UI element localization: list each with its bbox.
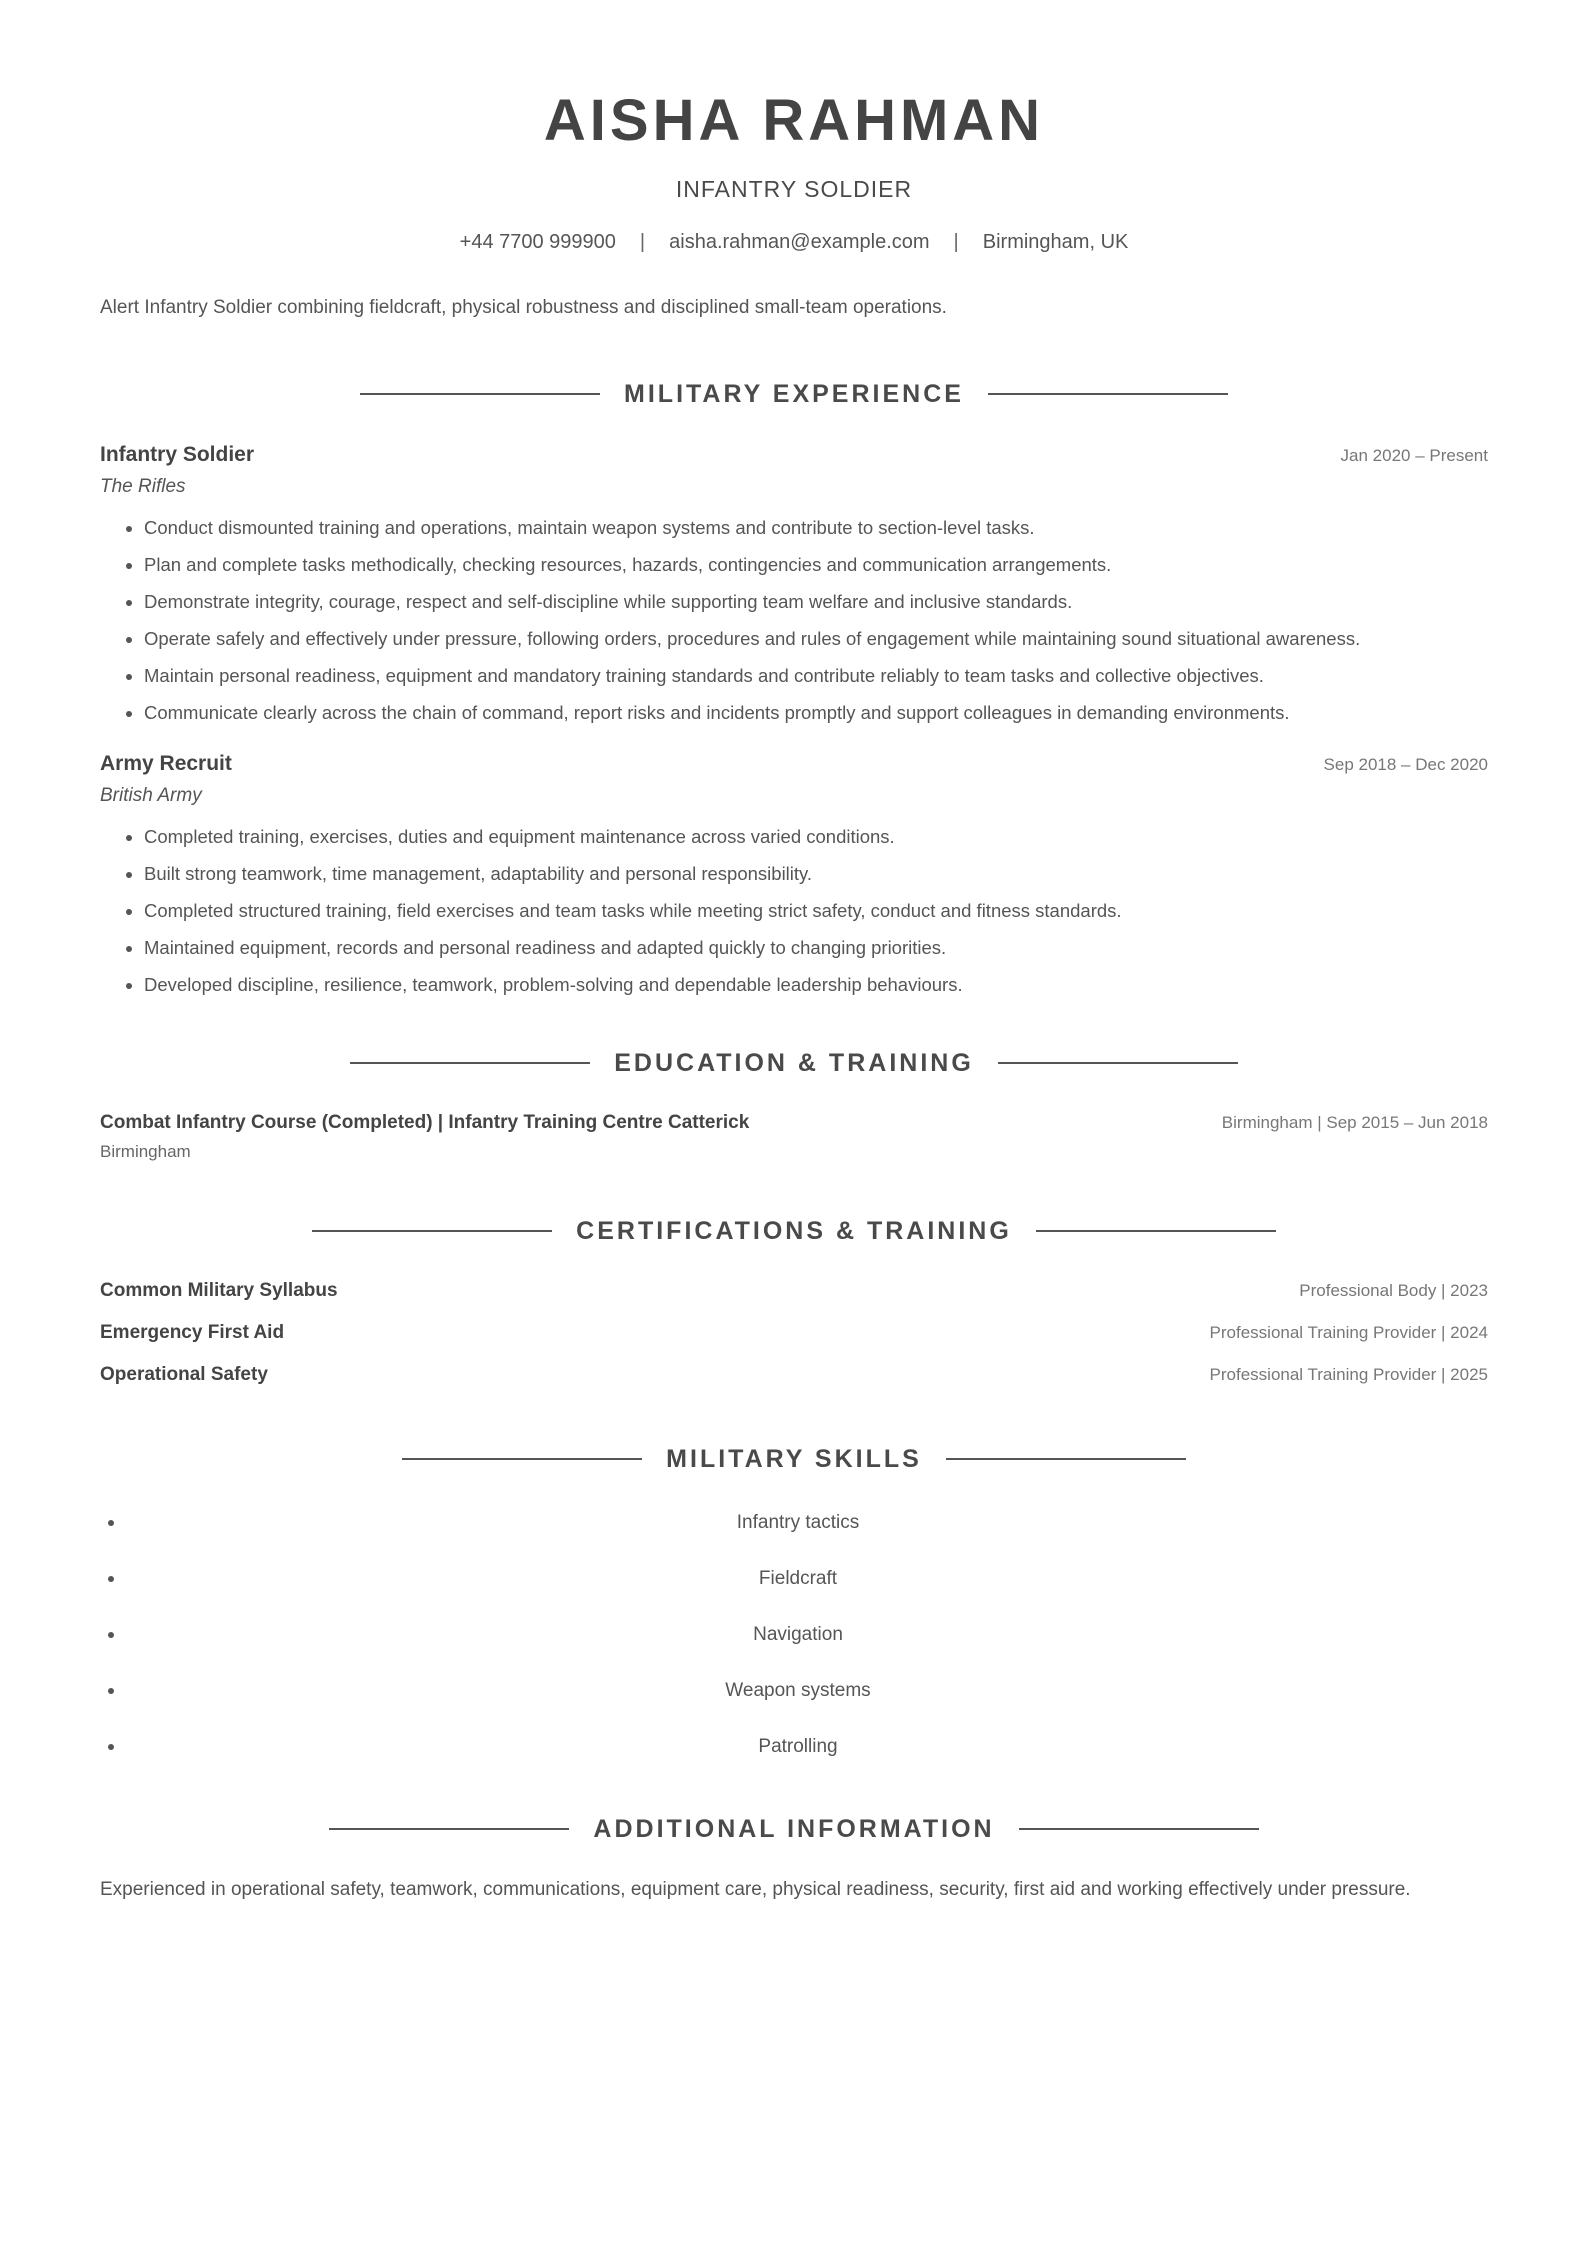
- education-title: Combat Infantry Course (Completed) | Infantry Training Centre Catterick: [100, 1112, 750, 1133]
- skill-item: [108, 1505, 1488, 1561]
- certification-item: [100, 1277, 1488, 1319]
- job-date: Jan 2020 – Present: [1340, 446, 1488, 465]
- heading-rule-left: [402, 1458, 642, 1460]
- certification-meta: Professional Training Provider | 2024: [1209, 1323, 1488, 1342]
- skill-label: Navigation: [753, 1624, 843, 1645]
- contact-separator: |: [639, 231, 646, 253]
- certification-name: Common Military Syllabus: [100, 1280, 338, 1301]
- certification-meta: Professional Body | 2023: [1299, 1281, 1488, 1300]
- contact-phone: +44 7700 999900: [459, 231, 616, 253]
- certification-name: Operational Safety: [100, 1364, 268, 1385]
- heading-rule-right: [946, 1458, 1186, 1460]
- skill-item: [108, 1673, 1488, 1729]
- skill-label: Infantry tactics: [736, 1512, 860, 1533]
- job-bullet: • Demonstrate integrity, courage, respect and self-discipline while supporting team welfare and inclusive standards.: [144, 583, 1488, 620]
- additional-info-text: Experienced in operational safety, teamwork, communications, equipment care, physical readiness, security, first aid and working effectively under pressure.: [100, 1879, 1411, 1900]
- bullet-dot: [108, 1744, 114, 1750]
- certification-meta: Professional Training Provider | 2025: [1209, 1365, 1488, 1384]
- job-title: Army Recruit: [100, 752, 232, 775]
- job-bullet: • Completed training, exercises, duties and equipment maintenance across varied conditions.: [144, 818, 1488, 855]
- job-header: [100, 440, 1488, 470]
- skills-list: [100, 1505, 1488, 1785]
- heading-rule-left: [360, 393, 600, 395]
- job-bullet: • Plan and complete tasks methodically, checking resources, hazards, contingencies and communication arrangements.: [144, 546, 1488, 583]
- certification-name: Emergency First Aid: [100, 1322, 285, 1343]
- job-header: [100, 749, 1488, 779]
- bullet-dot: [108, 1520, 114, 1526]
- job-organization: The Rifles: [100, 476, 186, 497]
- job-bullet: • Built strong teamwork, time management, adaptability and personal responsibility.: [144, 855, 1488, 892]
- heading-rule-right: [998, 1062, 1238, 1064]
- skill-label: Fieldcraft: [758, 1568, 838, 1589]
- contact-email: aisha.rahman@example.com: [669, 231, 930, 253]
- heading-rule-left: [350, 1062, 590, 1064]
- heading-rule-right: [988, 393, 1228, 395]
- bullet-dot: [108, 1632, 114, 1638]
- job-entry: [100, 749, 1488, 1003]
- job-bullet: • Conduct dismounted training and operations, maintain weapon systems and contribute to section-level tasks.: [144, 509, 1488, 546]
- education-header: [100, 1109, 1488, 1137]
- section-heading-certifications: [100, 1215, 1488, 1247]
- contact-location: Birmingham, UK: [982, 231, 1129, 253]
- heading-rule-left: [312, 1230, 552, 1232]
- job-bullet: • Developed discipline, resilience, teamwork, problem-solving and dependable leadership behaviours.: [144, 966, 1488, 1003]
- contact-line: [100, 228, 1488, 256]
- education-location: Birmingham: [100, 1142, 191, 1161]
- skill-item: [108, 1617, 1488, 1673]
- job-date: Sep 2018 – Dec 2020: [1323, 755, 1488, 774]
- contact-separator: |: [953, 231, 959, 253]
- education-meta: Birmingham | Sep 2015 – Jun 2018: [1221, 1113, 1488, 1132]
- candidate-title: INFANTRY SOLDIER: [675, 176, 913, 202]
- job-bullet: • Operate safely and effectively under pressure, following orders, procedures and rules of engagement while maintaining sound situational awareness.: [144, 620, 1488, 657]
- skill-label: Patrolling: [758, 1736, 838, 1757]
- section-title: CERTIFICATIONS & TRAINING: [576, 1217, 1012, 1245]
- job-bullet: • Maintain personal readiness, equipment and mandatory training standards and contribute reliably to team tasks and collective objectives.: [144, 657, 1488, 694]
- section-heading-additional: [100, 1813, 1488, 1845]
- job-bullets: [100, 509, 1488, 731]
- skill-item: [108, 1561, 1488, 1617]
- job-entry: [100, 440, 1488, 731]
- heading-rule-left: [329, 1828, 569, 1830]
- heading-rule-right: [1019, 1828, 1259, 1830]
- certification-list: [100, 1277, 1488, 1403]
- section-title: MILITARY SKILLS: [666, 1445, 922, 1473]
- section-title: ADDITIONAL INFORMATION: [593, 1815, 995, 1843]
- job-bullets: [100, 818, 1488, 1003]
- job-title: Infantry Soldier: [100, 443, 255, 466]
- job-bullet: • Communicate clearly across the chain of command, report risks and incidents promptly and support colleagues in demanding environments.: [144, 694, 1488, 731]
- job-organization: British Army: [100, 785, 202, 806]
- skill-label: Weapon systems: [725, 1680, 871, 1701]
- heading-rule-right: [1036, 1230, 1276, 1232]
- bullet-dot: [108, 1576, 114, 1582]
- certification-item: [100, 1319, 1488, 1361]
- certification-item: [100, 1361, 1488, 1403]
- section-title: MILITARY EXPERIENCE: [624, 380, 964, 408]
- section-heading-experience: [100, 378, 1488, 410]
- job-bullet: • Completed structured training, field exercises and team tasks while meeting strict safety, conduct and fitness standards.: [144, 892, 1488, 929]
- section-title: EDUCATION & TRAINING: [614, 1049, 974, 1077]
- section-heading-education: [100, 1047, 1488, 1079]
- job-bullet: • Maintained equipment, records and personal readiness and adapted quickly to changing priorities.: [144, 929, 1488, 966]
- summary-text: Alert Infantry Soldier combining fieldcraft, physical robustness and disciplined small-team operations.: [100, 297, 947, 318]
- skill-item: [108, 1729, 1488, 1785]
- candidate-name: AISHA RAHMAN: [543, 88, 1045, 153]
- education-entry: [100, 1109, 1488, 1165]
- bullet-dot: [108, 1688, 114, 1694]
- section-heading-skills: [100, 1443, 1488, 1475]
